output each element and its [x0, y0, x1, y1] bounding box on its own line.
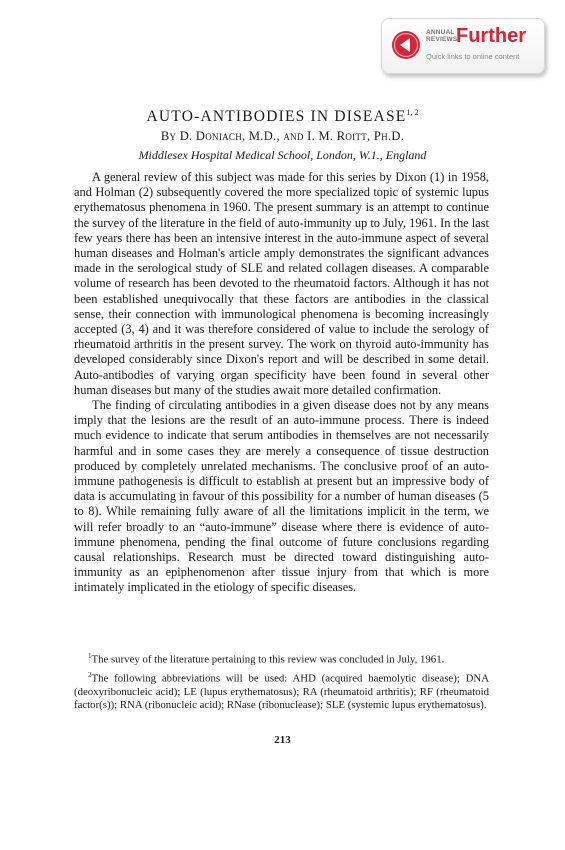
footnote-text: The survey of the literature pertaining to this review was concluded in July, 1961.: [91, 653, 445, 666]
article-affiliation: Middlesex Hospital Medical School, London, W.1., England: [138, 148, 427, 162]
badge-annual: ANNUAL: [426, 29, 455, 36]
further-badge[interactable]: [381, 18, 545, 74]
play-arrow-circle-icon: [391, 30, 421, 60]
body-paragraph: A general review of this subject was made for this series by Dixon (1) in 1958, and Holman (2) subsequently covered the more specialized topic of systemic lupus erythematosus phenomena in 1960. The present summary is an attempt to continue the survey of the literature in the field of auto-immunity up to July, 1961. In the last few years there has been an intensive interest in the auto-immune aspect of several human diseases and Holman's article amply demonstrates the significant advances made in the serological study of SLE and related collagen diseases. A comparable volume of research has been devoted to the rheumatoid factors. Although it has not been established unequivocally that these factors are antibodies in the classical sense, their connection with immunological phenomena is becoming increasingly accepted (3, 4) and it was therefore considered of value to include the serology of rheumatoid arthritis in the present survey. The work on thyroid auto-immunity has developed considerably since Dixon's report and will be described in some detail. Auto-antibodies of varying organ specificity have been found in several other human diseases but many of the studies await more detailed confirmation.: [74, 170, 489, 397]
badge-further-label: Further: [456, 25, 526, 47]
footnote: [74, 669, 489, 713]
footnotes: [74, 650, 489, 715]
badge-subtitle: Quick links to online content: [426, 52, 520, 61]
footnote-text: The following abbreviations will be used: AHD (acquired haemolytic disease); DNA (deoxyribonucleic acid); LE (lupus erythematosus); RA (rheumatoid arthritis); RF (rheumatoid factor(s)); RNA (ribonucleic acid); RNase (ribonuclease); SLE (systemic lupus erythematosus).: [74, 672, 489, 712]
title-footnote-refs: 1, 2: [406, 108, 419, 117]
title-text: AUTO-ANTIBODIES IN DISEASE: [146, 108, 407, 126]
article-authors: By D. Doniach, M.D., and I. M. Roitt, Ph.D.: [160, 129, 405, 143]
footnote: [74, 650, 489, 667]
article-body: [74, 170, 489, 596]
badge-annual-reviews: [426, 29, 457, 43]
page-number: 213: [274, 734, 291, 746]
body-paragraph: The finding of circulating antibodies in a given disease does not by any means imply that the lesions are the result of an auto-immune process. There is indeed much evidence to indicate that serum antibodies in themselves are not necessarily harmful and in some cases they are merely a consequence of tissue destruction produced by completely unrelated mechanisms. The conclusive proof of an auto-immune pathogenesis is difficult to establish at present but an impressive body of data is accumulating in favour of this possibility for a number of human diseases (5 to 8). While remaining fully aware of all the limitations implicit in the term, we will refer broadly to an “auto-immune” disease where there is evidence of auto-immune phenomena, pending the final outcome of future conclusions regarding causal relationships. Research must be directed toward distinguishing auto-immunity as an epiphenomenon after tissue injury from that which is more intimately implicated in the etiology of specific diseases.: [74, 398, 489, 595]
footnote-mark: 1: [88, 652, 92, 660]
article-title: [0, 104, 565, 126]
badge-reviews: REVIEWS: [426, 36, 458, 43]
footnote-mark: 2: [88, 671, 92, 679]
